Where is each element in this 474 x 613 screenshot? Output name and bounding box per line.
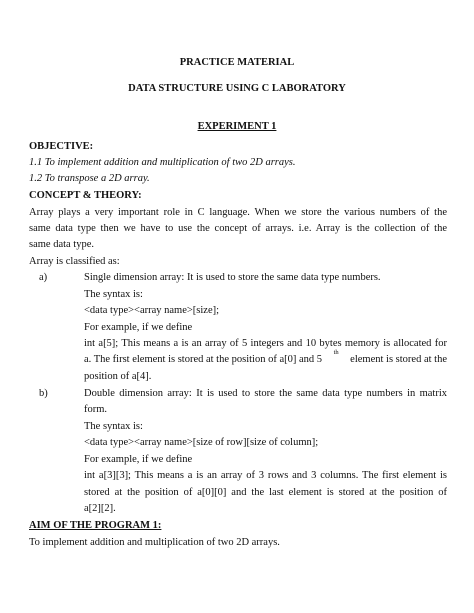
concept-heading: CONCEPT & THEORY: [29, 190, 142, 201]
syntax-label: The syntax is: [84, 421, 143, 432]
list-item-title: form. [84, 404, 108, 415]
example-line: a[2][2]. [84, 503, 116, 514]
objective-item-1: 1.1 To implement addition and multiplication of two 2D arrays. [29, 157, 296, 168]
list-marker: b) [39, 388, 48, 399]
list-item-title: Double dimension array: It is used to store the same data type numbers in matrix [84, 388, 447, 399]
example-line: stored at the position of a[0][0] and the last element is stored at the position of [84, 487, 447, 498]
example-line-part: a. The first element is stored at the position of a[0] and 5 [84, 354, 323, 365]
syntax-code: <data type><array name>[size of row][size of column]; [84, 437, 319, 448]
ordinal-suffix: th [333, 349, 339, 356]
paragraph-line: same data type. [29, 239, 95, 250]
experiment-heading: EXPERIMENT 1 [197, 121, 277, 132]
paragraph-line: same data type then we have to use the concept of arrays. i.e. Array is the collection of the [29, 223, 447, 234]
page-subtitle: DATA STRUCTURE USING C LABORATORY [128, 83, 346, 94]
aim-text: To implement addition and multiplication of two 2D arrays. [29, 537, 280, 548]
list-item-title: Single dimension array: It is used to store the same data type numbers. [84, 272, 381, 283]
syntax-label: The syntax is: [84, 289, 143, 300]
paragraph-line: Array plays a very important role in C language. When we store the various numbers of the [29, 207, 447, 218]
page-title: PRACTICE MATERIAL [179, 57, 295, 68]
objective-heading: OBJECTIVE: [29, 141, 94, 152]
objective-item-2: 1.2 To transpose a 2D array. [29, 173, 150, 184]
example-line [84, 349, 447, 367]
classified-label: Array is classified as: [29, 256, 120, 267]
example-line: int a[3][3]; This means a is an array of 3 rows and 3 columns. The first element is [84, 470, 447, 481]
syntax-code: <data type><array name>[size]; [84, 305, 220, 316]
example-line: int a[5]; This means a is an array of 5 integers and 10 bytes memory is allocated for [84, 338, 447, 349]
aim-heading: AIM OF THE PROGRAM 1: [29, 520, 162, 531]
example-label: For example, if we define [84, 322, 193, 333]
example-label: For example, if we define [84, 454, 193, 465]
example-line: position of a[4]. [84, 371, 152, 382]
example-line-part: element is stored at the [350, 354, 447, 365]
list-marker: a) [39, 272, 48, 283]
